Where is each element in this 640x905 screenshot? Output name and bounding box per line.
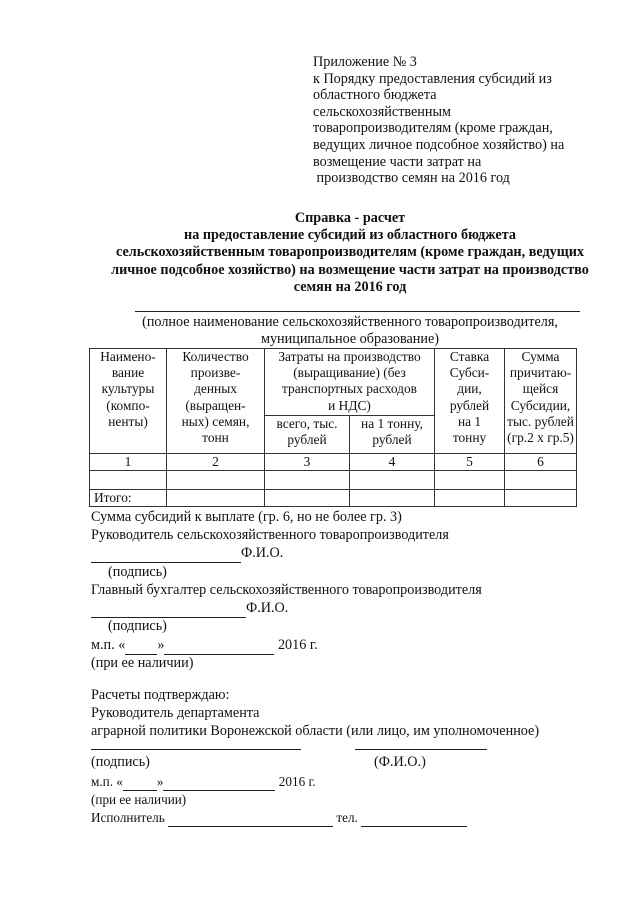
mp-quote: » xyxy=(156,774,164,789)
header-subsidy-sum: Сумма причитаю- щейся Субсидии, тыс. рублей (гр.2 х гр.5) xyxy=(505,349,577,454)
mp-quote: » xyxy=(157,637,165,653)
mp-year: 2016 г. xyxy=(277,637,318,653)
header-costs: Затраты на производство (выращивание) (без транспортных расходов и НДС) xyxy=(265,349,435,416)
col-number: 4 xyxy=(350,454,435,471)
fio-label: Ф.И.О. xyxy=(246,600,289,616)
appendix-line: областного бюджета xyxy=(313,87,437,104)
title-line: семян на 2016 год xyxy=(293,278,407,295)
header-costs-total: всего, тыс. рублей xyxy=(265,416,350,454)
col-number: 5 xyxy=(435,454,505,471)
col-number: 2 xyxy=(167,454,265,471)
chief-accountant-label: Главный бухгалтер сельскохозяйственного товаропроизводителя xyxy=(91,582,482,598)
confirm-label: Расчеты подтверждаю: xyxy=(91,687,230,703)
fio-line-2 xyxy=(91,600,288,618)
month-blank[interactable] xyxy=(163,776,275,791)
table-cell[interactable] xyxy=(167,471,265,490)
title-line: сельскохозяйственным товаропроизводителям (кроме граждан, ведущих xyxy=(116,244,584,261)
appendix-header xyxy=(313,54,564,187)
calculation-table xyxy=(89,348,577,507)
table-total-row xyxy=(90,490,577,507)
executor-line xyxy=(91,809,467,827)
table-header-row xyxy=(90,349,577,416)
mp-line-2 xyxy=(91,773,316,791)
mp-prefix: м.п. « xyxy=(91,774,123,789)
signature-blank[interactable] xyxy=(91,603,246,618)
appendix-line: ведущих личное подсобное хозяйство) на xyxy=(313,136,565,153)
title-line: Справка - расчет xyxy=(294,210,406,226)
fio-caption-3: (Ф.И.О.) xyxy=(374,754,426,770)
dept-name: аграрной политики Воронежской области (или лицо, им уполномоченное) xyxy=(91,723,540,739)
table-cell[interactable] xyxy=(505,490,577,507)
sign-caption-1: (подпись) xyxy=(108,564,167,580)
sign-caption-3: (подпись) xyxy=(91,754,150,770)
table-cell[interactable] xyxy=(435,490,505,507)
table-cell[interactable] xyxy=(167,490,265,507)
header-rate: Ставка Субси- дии, рублей на 1 тонну xyxy=(435,349,505,454)
if-any-2: (при ее наличии) xyxy=(91,792,187,807)
mp-prefix: м.п. « xyxy=(91,637,126,653)
if-any-1: (при ее наличии) xyxy=(91,655,194,671)
appendix-line: производство семян на 2016 год xyxy=(313,170,510,187)
org-caption-line1: (полное наименование сельскохозяйственного товаропроизводителя, xyxy=(142,314,558,330)
org-name-field[interactable] xyxy=(135,311,580,312)
col-number: 6 xyxy=(505,454,577,471)
month-blank[interactable] xyxy=(164,640,274,655)
org-caption xyxy=(80,314,620,348)
document-title xyxy=(80,210,620,296)
appendix-line: возмещение части затрат на xyxy=(313,153,482,170)
sum-line: Сумма субсидий к выплате (гр. 6, но не более гр. 3) xyxy=(91,509,402,525)
table-cell[interactable] xyxy=(350,471,435,490)
col-number: 3 xyxy=(265,454,350,471)
executor-blank[interactable] xyxy=(168,812,333,827)
appendix-line: товаропроизводителям (кроме граждан, xyxy=(313,120,553,137)
mp-year: 2016 г. xyxy=(278,774,316,789)
executor-label: Исполнитель xyxy=(91,810,165,825)
header-culture: Наимено- вание культуры (компо- ненты) xyxy=(90,349,167,454)
header-costs-per-ton: на 1 тонну, рублей xyxy=(350,416,435,454)
sign-caption-2: (подпись) xyxy=(108,618,167,634)
table-number-row xyxy=(90,454,577,471)
title-line: личное подсобное хозяйство) на возмещение части затрат на производство xyxy=(111,261,589,278)
col-number: 1 xyxy=(90,454,167,471)
table-cell[interactable] xyxy=(90,471,167,490)
table-cell[interactable] xyxy=(350,490,435,507)
appendix-line: к Порядку предоставления субсидий из xyxy=(313,70,552,87)
table-cell[interactable] xyxy=(265,490,350,507)
appendix-line: сельскохозяйственным xyxy=(313,103,452,120)
tel-blank[interactable] xyxy=(361,812,467,827)
day-blank[interactable] xyxy=(123,776,157,791)
signature-line[interactable] xyxy=(91,749,301,750)
total-label: Итого: xyxy=(90,490,167,507)
signature-blank[interactable] xyxy=(91,548,241,563)
table-cell[interactable] xyxy=(505,471,577,490)
head-dept-label: Руководитель департамента xyxy=(91,705,260,721)
table-empty-row xyxy=(90,471,577,490)
mp-line-1 xyxy=(91,637,318,655)
title-line: на предоставление субсидий из областного бюджета xyxy=(184,227,516,244)
org-caption-line2: муниципальное образование) xyxy=(260,330,440,347)
tel-label: тел. xyxy=(336,810,358,825)
head-agri-label: Руководитель сельскохозяйственного товаропроизводителя xyxy=(91,527,449,543)
day-blank[interactable] xyxy=(125,640,157,655)
appendix-line: Приложение № 3 xyxy=(313,54,417,70)
table-cell[interactable] xyxy=(435,471,505,490)
fio-label: Ф.И.О. xyxy=(241,545,284,561)
table-cell[interactable] xyxy=(265,471,350,490)
fio-line-1 xyxy=(91,545,283,563)
header-quantity: Количество произве- денных (выращен- ных) семян, тонн xyxy=(167,349,265,454)
fio-signature-line[interactable] xyxy=(355,749,487,750)
